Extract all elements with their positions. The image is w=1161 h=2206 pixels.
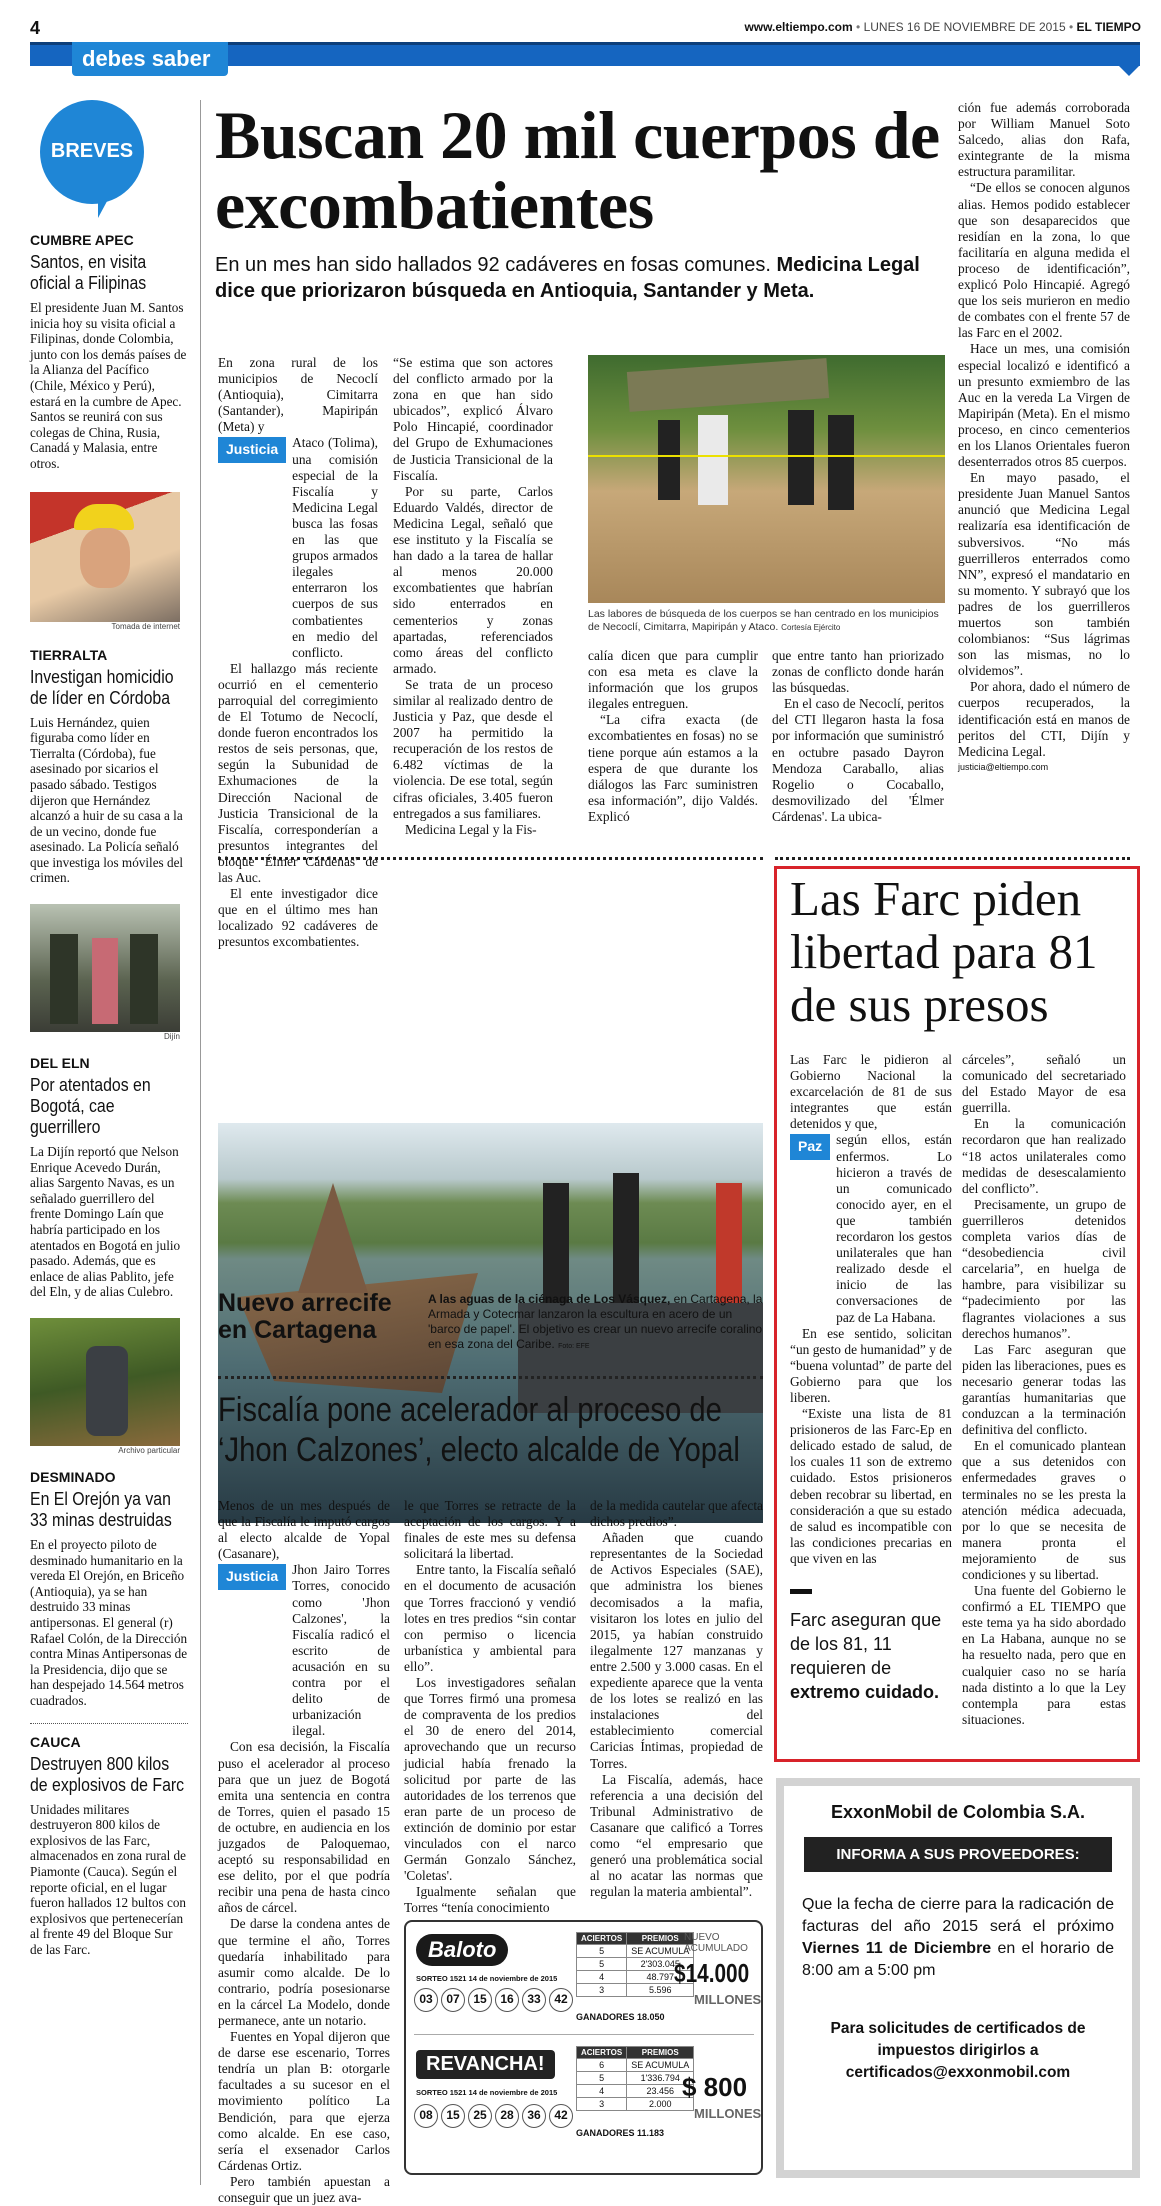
paragraph: Pero también apuestan a conseguir que un juez ava- bbox=[218, 2173, 390, 2206]
paragraph: De darse la condena antes de que termine el año, Torres quedaría inhabilitado para asumir como alcalde. De lo contrario, podría posesionarse en la cárcel La Modelo, donde permanece, ante un notario. bbox=[218, 1916, 390, 2028]
main-story bbox=[215, 97, 945, 304]
paragraph: Menos de un mes después de que la Fiscalía le imputó cargos al electo alcalde de Yopal (Casanare), bbox=[218, 1498, 390, 1562]
exxon-footer[interactable]: Para solicitudes de certificados de impuestos dirigirlos a certificados@exxonmobil.com bbox=[830, 2020, 1086, 2081]
lotto-ball: 15 bbox=[441, 2104, 465, 2128]
exxon-company: ExxonMobil de Colombia S.A. bbox=[830, 1802, 1086, 1822]
main-photo-caption: Las labores de búsqueda de los cuerpos se han centrado en los municipios de Necoclí, Cimitarra, Mapiripán y Ataco. Cortesía Ejército bbox=[588, 608, 939, 633]
revancha-sorteo: SORTEO 1521 14 de noviembre de 2015 bbox=[416, 2088, 558, 2097]
paragraph: Precisamente, un grupo de guerrilleros detenidos completa varios días de “desobediencia civil carcelaria”, en huelga de hambre, para visibilizar su “padecimiento por las flagrantes violaciones a sus derechos humanos”. bbox=[962, 1196, 1126, 1341]
paragraph: En el comunicado plantean que a sus detenidos con enfermedades graves o terminales no se les presta la atención médica adecuada, por lo que se necesita de manera pronta el mejoramiento de sus condiciones y su libertad. bbox=[962, 1438, 1126, 1582]
revancha-numbers bbox=[414, 2104, 576, 2128]
main-deck bbox=[215, 252, 945, 304]
brief-body: Luis Hernández, quien figuraba como líder en Tierralta (Córdoba), fue asesinado por sicarios el pasado sábado. Testigos dijeron que Hernández alcanzó a huir de su casa a la de un vecino, donde fue asesinado. La Policía señaló que investiga los móviles del crimen. bbox=[30, 714, 184, 886]
exxon-banner: INFORMA A SUS PROVEEDORES: bbox=[804, 1837, 1112, 1872]
revancha-logo: REVANCHA! bbox=[416, 2050, 555, 2079]
photo-credit: Archivo particular bbox=[118, 1446, 180, 1455]
sidebar-divider bbox=[200, 100, 201, 2185]
paragraph: Por su parte, Carlos Eduardo Valdés, director de Medicina Legal, señaló que ese instituto y la Fiscalía se han dado a la tarea de hallar al menos 20.000 excombatientes que habrían sido enterrados en cementerios y zonas apartadas, referenciados como áreas del conflicto armado. bbox=[393, 483, 553, 676]
paragraph: En ese sentido, solicitan “un gesto de humanidad” y de “buena voluntad” de parte del Gobierno para que los liberen. bbox=[790, 1325, 952, 1405]
main-col-3 bbox=[588, 648, 758, 825]
brief-headline[interactable]: Santos, en visita oficial a Filipinas bbox=[30, 252, 147, 293]
paragraph: le que Torres se retracte de la aceptación de los cargos. Y a finales de este mes su defensa solicitará la libertad. bbox=[404, 1498, 576, 1562]
lotto-ball: 25 bbox=[468, 2104, 492, 2128]
paragraph: Con esa decisión, la Fiscalía puso el acelerador al proceso para que un juez de Bogotá emita una sentencia en contra de Torres, quien el pasado 15 de octubre, en audiencia en los juzgados de Paloquemao, aceptó su responsabilidad en ese delito, por el que podría recibir una pena de hasta cinco años de cárcel. bbox=[218, 1739, 390, 1916]
paragraph: Fuentes en Yopal dijeron que de darse ese escenario, Torres tendría un plan B: otorgarle facultades a su sucesor en el movimiento político La Bendición, para que ejerza como alcalde. En ese caso, sería el exsenador Carlos Cárdenas Ortiz. bbox=[218, 2029, 390, 2173]
baloto-sorteo: SORTEO 1521 14 de noviembre de 2015 bbox=[416, 1974, 558, 1983]
fiscalia-col-3 bbox=[590, 1498, 763, 1900]
photo-credit: Foto: EFE bbox=[558, 1343, 590, 1350]
photo-credit: Dijín bbox=[163, 1032, 180, 1042]
paragraph: “Se estima que son actores del conflicto armado por la zona en que han sido ubicados”, explicó Álvaro Polo Hincapié, coordinador del Grupo de Exhumaciones de Justicia Transicional de la Fiscalía. bbox=[393, 355, 553, 483]
deck-bold: Medicina Legal dice que priorizaron búsqueda en Antioquia, Santander y Meta. bbox=[215, 254, 920, 302]
section-label: debes saber bbox=[82, 46, 211, 71]
paragraph: Entre tanto, la Fiscalía señaló en el documento de acusación que Torres fraccionó y vendió lotes en tres predios “sin contar con permiso o licencia urbanística y ambiental para ello”. bbox=[404, 1562, 576, 1674]
section-tag: Justicia bbox=[218, 437, 286, 463]
paragraph: ción fue además corroborada por William Manuel Soto Salcedo, alias don Rafa, exintegrante de la misma estructura paramilitar. bbox=[958, 100, 1130, 180]
paragraph: “La cifra exacta (de excombatientes en fosas) no se tiene porque aún estamos a la espera de que durante los diálogos las Farc suministren esa información”, dijo Valdés. Explicó bbox=[588, 712, 758, 824]
masthead-line: www.eltiempo.com • LUNES 16 DE NOVIEMBRE DE 2015 • EL TIEMPO bbox=[744, 20, 1141, 34]
revancha-unit: MILLONES bbox=[694, 2106, 762, 2121]
paragraph: Los investigadores señalan que Torres firmó una promesa de compraventa de los predios el 30 de enero del 2014, aprovechando que un recurso judicial había frenado la solicitud por parte de las autoridades de los terrenos que eran parte de un proceso de extinción de dominio por estar vinculados con el narco Germán Gonzalo Sánchez, 'Coletas'. bbox=[404, 1675, 576, 1884]
website[interactable]: www.eltiempo.com bbox=[744, 20, 853, 34]
lotto-ball: 33 bbox=[522, 1988, 546, 2012]
exxon-ad bbox=[776, 1778, 1140, 2178]
page-number: 4 bbox=[30, 18, 41, 38]
paragraph: según ellos, están enfermos. Lo hicieron a través de un comunicado conocido ayer, en el que también recordaron los gestos unilaterales que han realizado desde el inicio de las conversaciones de paz de La Habana. bbox=[836, 1132, 952, 1325]
paragraph: En mayo pasado, el presidente Juan Manuel Santos anunció que Medicina Legal realizaría esa identificación de subversivos. “No más guerrilleros enterrados como NN”, expresó el mandatario en su momento. Y subrayó que los padres de los guerrilleros muertos son también colombianos: “Sus lágrimas son las mismas, no lo olvidemos”. bbox=[958, 470, 1130, 679]
revancha-ganadores: GANADORES 11.183 bbox=[576, 2128, 665, 2138]
photo-credit: Cortesía Ejército bbox=[781, 623, 841, 632]
paragraph: calía dicen que para cumplir con esa meta es clave la información que los grupos ilegales entreguen. bbox=[588, 648, 758, 712]
paragraph: “Existe una lista de 81 prisioneros de las Farc-Ep en delicado estado de salud, de los cuales 11 son de extremo cuidado. Estos prisioneros deben recobrar su libertad, en consideración a que su estado de salud es incompatible con las condiciones precarias en que viven en las bbox=[790, 1406, 952, 1566]
acumulado-amount: $14.000 bbox=[674, 1958, 750, 1988]
farc-col-1 bbox=[790, 1052, 952, 1704]
baloto-prize-table: ACIERTOS PREMIOS 5 SE ACUMULA 5 2'303.045 4 48.797 3 5.596 bbox=[576, 1932, 694, 1997]
lotto-ball: 36 bbox=[522, 2104, 546, 2128]
brief-body: Unidades militares destruyeron 800 kilos de explosivos de las Farc, almacenados en zona rural de Piamonte (Cauca). Según el reporte oficial, en el lugar fueron hallados 12 bultos con explosivos que pertenecerían al frente 49 del Bloque Sur de las Farc. bbox=[30, 1801, 187, 1957]
paragraph: Jhon Jairo Torres Torres, conocido como 'Jhon Calzones', la Fiscalía radicó el escrito de acusación en su contra por el delito de urbanización ilegal. bbox=[292, 1562, 390, 1739]
paragraph: de la medida cautelar que afecta dichos predios”. bbox=[590, 1498, 763, 1530]
brief-photo-desminado bbox=[30, 1318, 180, 1446]
main-photo bbox=[588, 355, 945, 603]
farc-headline[interactable]: Las Farc piden libertad para 81 de sus presos bbox=[790, 871, 1098, 1032]
paragraph: Una fuente del Gobierno le confirmó a EL TIEMPO que este tema ya ha sido abordado en La Habana, aunque no se ha resuelto nada, pero que en cualquier caso no se haría nada distinto a lo que la Ley contempla para estas situaciones. bbox=[962, 1583, 1126, 1727]
brief-kicker: TIERRALTA bbox=[30, 646, 108, 663]
breves-badge bbox=[40, 100, 144, 218]
lotto-ball: 15 bbox=[468, 1988, 492, 2012]
main-col-4 bbox=[772, 648, 944, 825]
paper-name: EL TIEMPO bbox=[1076, 20, 1141, 34]
deck-light: En un mes han sido hallados 92 cadáveres en fosas comunes. bbox=[215, 254, 771, 276]
brief-kicker: DESMINADO bbox=[30, 1469, 116, 1485]
author-email[interactable]: justicia@eltiempo.com bbox=[958, 761, 1049, 772]
lotto-ball: 07 bbox=[441, 1988, 465, 2012]
brief-body: El presidente Juan M. Santos inicia hoy su visita oficial a Filipinas, donde Colombia, junto con los demás países de la Alianza del Pacífico (Chile, México y Perú), estará en la cumbre de Apec. Santos se reunirá con sus colegas de China, Rusia, Canadá y Malasia, entre otros. bbox=[30, 300, 187, 471]
section-tag: Paz bbox=[790, 1134, 830, 1160]
section-divider bbox=[775, 857, 1130, 860]
paragraph: En la comunicación recordaron que han realizado “18 actos unilaterales como medidas de desescalamiento del conflicto”. bbox=[962, 1116, 1126, 1196]
section-divider bbox=[218, 1376, 763, 1379]
paragraph: El hallazgo más reciente ocurrió en el cementerio parroquial del corregimiento de El Totumo de Necoclí, donde fueron encontrados los restos de seis personas, que, según la Subunidad de Exhumaciones de la Dirección Nacional de Justicia Transicional de la Fiscalía, corresponderían a presuntos integrantes del bloque 'Élmer Cárdenas' de las Auc. bbox=[218, 660, 378, 885]
paragraph: Medicina Legal y la Fis- bbox=[405, 821, 537, 837]
farc-col-2 bbox=[962, 1052, 1126, 1728]
baloto-ganadores: GANADORES 18.050 bbox=[576, 2012, 665, 2022]
lotto-ball: 28 bbox=[495, 2104, 519, 2128]
baloto-ad bbox=[404, 1920, 763, 2175]
paragraph: “De ellos se conocen algunos alias. Hemos podido establecer que son desaparecidos que residían en la zona, lo que facilitaría en alguna medida el proceso de identificación”, explicó Polo Hincapié. Agregó que los seis murieron en medio de combates con el frente 57 de las Farc en el 2002. bbox=[958, 180, 1130, 341]
main-headline[interactable]: Buscan 20 mil cuerpos de excombatientes bbox=[215, 97, 940, 243]
issue-date: LUNES 16 DE NOVIEMBRE DE 2015 bbox=[863, 20, 1066, 34]
brief-headline[interactable]: En El Orejón ya van 33 minas destruidas bbox=[30, 1489, 172, 1530]
section-divider bbox=[218, 857, 763, 860]
fiscalia-col-1 bbox=[218, 1498, 390, 2206]
brief-headline[interactable]: Destruyen 800 kilos de explosivos de Farc bbox=[30, 1753, 185, 1795]
section-marker-icon bbox=[1119, 66, 1139, 76]
brief-photo-tierralta bbox=[30, 492, 180, 622]
lotto-ball: 16 bbox=[495, 1988, 519, 2012]
brief-kicker: CAUCA bbox=[30, 1733, 81, 1750]
paragraph: Se trata de un proceso similar al realizado dentro de Justicia y Paz, que desde el 2007 ha permitido la recuperación de los restos de 6.482 víctimas de la violencia. De ese total, según cifras oficiales, 3.405 fueron entregados a sus familiares. bbox=[393, 676, 553, 821]
paragraph: cárceles”, señaló un comunicado del secretariado del Estado Mayor de esa guerrilla. bbox=[962, 1052, 1126, 1116]
exxon-body: Que la fecha de cierre para la radicación de facturas del año 2015 será el próximo Viernes 11 de Diciembre en el horario de 8:00 am a 5:00 pm bbox=[802, 1896, 1115, 1979]
arrecife-caption: A las aguas de la ciénaga de Los Vásquez, en Cartagena, la Armada y Cotecmar lanzaron la escultura en acero de un 'barco de papel'. El objetivo es crear un nuevo arrecife coralino en esa zona del Caribe. Foto: EFE bbox=[428, 1292, 763, 1351]
paragraph: que entre tanto han priorizado zonas de conflicto donde harán las búsquedas. bbox=[772, 648, 944, 696]
page-header bbox=[0, 0, 1161, 80]
main-col-1 bbox=[218, 355, 378, 950]
paragraph: La Fiscalía, además, hace referencia a una decisión del Tribunal Administrativo de Casanare que calificó a Torres como “el empresario que generó una problemática social al no acatar las normas que regulan la materia ambiental”. bbox=[590, 1771, 763, 1900]
photo-credit: Tomada de internet bbox=[111, 621, 180, 631]
brief-kicker: CUMBRE APEC bbox=[30, 232, 134, 248]
paragraph: Hace un mes, una comisión especial localizó e identificó a un presunto exmiembro de las Auc en la vereda La Virgen de Mapiripán (Meta). En el mismo proceso, en cinco cementerios en los Llanos Orientales fueron desenterrados otros 85 cuerpos. bbox=[958, 341, 1130, 470]
lotto-ball: 08 bbox=[414, 2104, 438, 2128]
fiscalia-headline[interactable]: Fiscalía pone acelerador al proceso de ‘Jhon Calzones’, electo alcalde de Yopal bbox=[218, 1391, 740, 1469]
paragraph: El ente investigador dice que en el último mes han localizado 92 cadáveres de presuntos excombatientes. bbox=[218, 886, 378, 950]
paragraph: En zona rural de los municipios de Necoclí (Antioquia), Cimitarra (Santander), Mapiripán (Meta) y bbox=[218, 355, 378, 435]
paragraph: Ataco (Tolima), una comisión especial de la Fiscalía y Medicina Legal busca las fosas en las que grupos armados ilegales enterraron los cuerpos de sus combatientes en medio del conflicto. bbox=[292, 435, 378, 660]
paragraph: Por ahora, dado el número de cuerpos recuperados, la identificación está en manos de peritos del CTI, Dijín y Medicina Legal. bbox=[958, 679, 1130, 759]
brief-headline[interactable]: Por atentados en Bogotá, cae guerrillero bbox=[30, 1075, 151, 1138]
fiscalia-col-2 bbox=[404, 1498, 576, 1916]
baloto-numbers bbox=[414, 1988, 576, 2012]
brief-headline[interactable]: Investigan homicidio de líder en Córdoba bbox=[30, 666, 174, 708]
lotto-ball: 03 bbox=[414, 1988, 438, 2012]
revancha-amount: $ 800 bbox=[682, 2072, 748, 2102]
main-col-5 bbox=[958, 100, 1130, 772]
baloto-logo: Baloto bbox=[416, 1934, 508, 1966]
acumulado-unit: MILLONES bbox=[694, 1992, 762, 2007]
revancha-prize-table: ACIERTOS PREMIOS 6 SE ACUMULA 5 1'336.794 4 23.456 3 2.000 bbox=[576, 2046, 694, 2111]
paragraph: Igualmente señalan que Torres “tenía conocimiento bbox=[404, 1884, 576, 1916]
lotto-ball: 42 bbox=[549, 2104, 573, 2128]
paragraph: Añaden que cuando representantes de la Sociedad de Activos Especiales (SAE), que administra los bienes decomisados a la mafia, visitaron los lotes en julio del 2015, ya habían construido ilegalmente 127 manzanas y entre 2.500 y 3.000 casas. En el expediente aparece que la venta de los lotes se realizó en las instalaciones del establecimiento comercial Caricias Íntimas, propiedad de Torres. bbox=[590, 1530, 763, 1771]
brief-photo-eln bbox=[30, 904, 180, 1032]
main-col-2 bbox=[393, 355, 553, 838]
arrecife-title[interactable]: Nuevo arrecife en Cartagena bbox=[218, 1289, 392, 1344]
paragraph: Las Farc le pidieron al Gobierno Nacional la excarcelación de 81 de sus integrantes que están detenidos y que, bbox=[790, 1052, 952, 1132]
brief-body: En el proyecto piloto de desminado humanitario en la vereda El Orejón, en Briceño (Antioquia), ya se han destruido 33 minas antipersonas. El general (r) Rafael Colón, de la Dirección contra Minas Antipersonas de la Presidencia, dijo que se han despejado 14.564 metros cuadrados. bbox=[30, 1537, 188, 1708]
paragraph: Las Farc aseguran que piden las liberaciones, pues es necesario generar todas las garantías humanitarias que conduzcan a la terminación definitiva del conflicto. bbox=[962, 1341, 1126, 1438]
brief-body: La Dijín reportó que Nelson Enrique Acevedo Durán, alias Sargento Navas, es un señalado guerrillero del frente Domingo Laín que habría participado en los atentados en Bogotá en julio pasado. Además, que es enlace de alias Pablito, jefe del Eln, y de alias Culebro. bbox=[30, 1144, 181, 1300]
lotto-ball: 42 bbox=[549, 1988, 573, 2012]
breves-sidebar bbox=[30, 100, 188, 1957]
breves-label: BREVES bbox=[50, 140, 134, 162]
pullquote: Farc aseguran que de los 81, 11 requieren de extremo cuidado. bbox=[790, 1610, 942, 1702]
acumulado-label: NUEVO ACUMULADO bbox=[684, 1932, 748, 1954]
brief-kicker: DEL ELN bbox=[30, 1055, 90, 1072]
section-tag: Justicia bbox=[218, 1564, 286, 1590]
paragraph: En el caso de Necoclí, peritos del CTI llegaron hasta la fosa por información que suministró en octubre pasado Dayron Mendoza Caraballo, alias Rogelio o Cocaballo, desmovilizado del 'Élmer Cárdenas'. La ubica- bbox=[772, 696, 944, 824]
